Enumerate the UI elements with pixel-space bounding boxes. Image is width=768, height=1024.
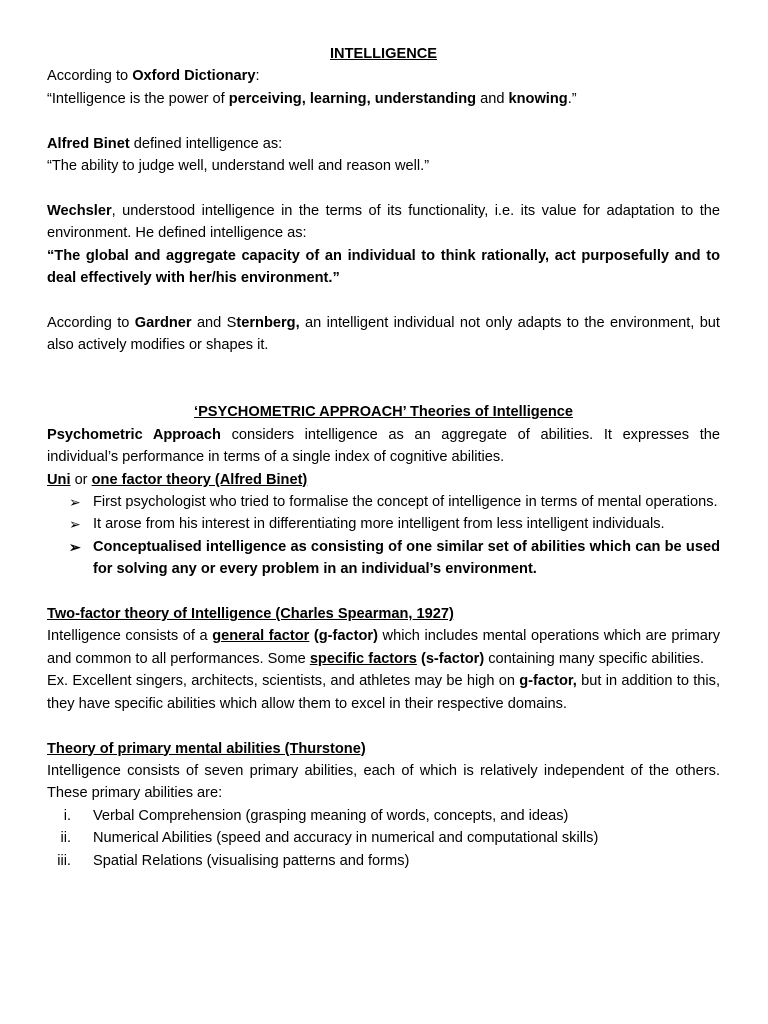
document-page: [47, 43, 720, 872]
uni-factor-heading: Uni or one factor theory (Alfred Binet): [47, 471, 308, 488]
list-item: ➢ Conceptualised intelligence as consisting of one similar set of abilities which can be used for solving any or every problem in an individual’s environment.: [47, 536, 720, 581]
list-item: i. Verbal Comprehension (grasping meaning of words, concepts, and ideas): [63, 807, 569, 824]
arrow-bullet-icon: ➢: [69, 494, 81, 511]
psychometric-paragraph: Psychometric Approach considers intelligence as an aggregate of abilities. It expresses the individual’s performance in terms of a single index of cognitive abilities.: [47, 426, 721, 466]
two-factor-heading: Two-factor theory of Intelligence (Charles Spearman, 1927): [47, 606, 454, 623]
oxford-quote: “Intelligence is the power of perceiving, learning, understanding and knowing.”: [47, 90, 577, 107]
binet-quote: “The ability to judge well, understand well and reason well.”: [47, 158, 430, 175]
page-title: INTELLIGENCE: [329, 46, 438, 62]
wechsler-quote: “The global and aggregate capacity of an individual to think rationally, act purposefully and to deal effectively with her/his environment.”: [47, 247, 720, 287]
thurstone-intro: Intelligence consists of seven primary abilities, each of which is relatively independent of the others. These primary abilities are:: [47, 762, 720, 802]
arrow-bullet-icon: ➢: [69, 516, 81, 533]
wechsler-paragraph: Wechsler, understood intelligence in the terms of its functionality, i.e. its value for adaptation to the environment. He defined intelligence as:: [47, 202, 720, 242]
arrow-bullet-icon: ➢: [69, 538, 81, 555]
oxford-intro: According to Oxford Dictionary:: [47, 68, 260, 85]
thurstone-heading: Theory of primary mental abilities (Thurstone): [47, 740, 366, 757]
primary-abilities-list: [47, 805, 720, 872]
gardner-paragraph: According to Gardner and Sternberg, an intelligent individual not only adapts to the environment, but also actively modifies or shapes it.: [47, 314, 720, 354]
psychometric-heading: ‘PSYCHOMETRIC APPROACH’ Theories of Intelligence: [194, 404, 573, 421]
uni-factor-bullets: [47, 491, 720, 581]
list-item: ➢ It arose from his interest in differentiating more intelligent from less intelligent individuals.: [47, 513, 720, 535]
two-factor-example: Ex. Excellent singers, architects, scientists, and athletes may be high on g-factor, but in addition to this, they have specific abilities which allow them to excel in their respective domains.: [47, 673, 720, 712]
list-item: ii. Numerical Abilities (speed and accuracy in numerical and computational skills): [60, 830, 599, 847]
two-factor-paragraph: Intelligence consists of a general factor (g-factor) which includes mental operations which are primary and common to all performances. Some specific factors (s-factor) containing many specific abilities.: [47, 628, 720, 667]
list-item: iii. Spatial Relations (visualising patterns and forms): [57, 852, 410, 869]
list-item: ➢ First psychologist who tried to formalise the concept of intelligence in terms of mental operations.: [47, 491, 720, 513]
binet-intro: Alfred Binet defined intelligence as:: [47, 135, 283, 152]
